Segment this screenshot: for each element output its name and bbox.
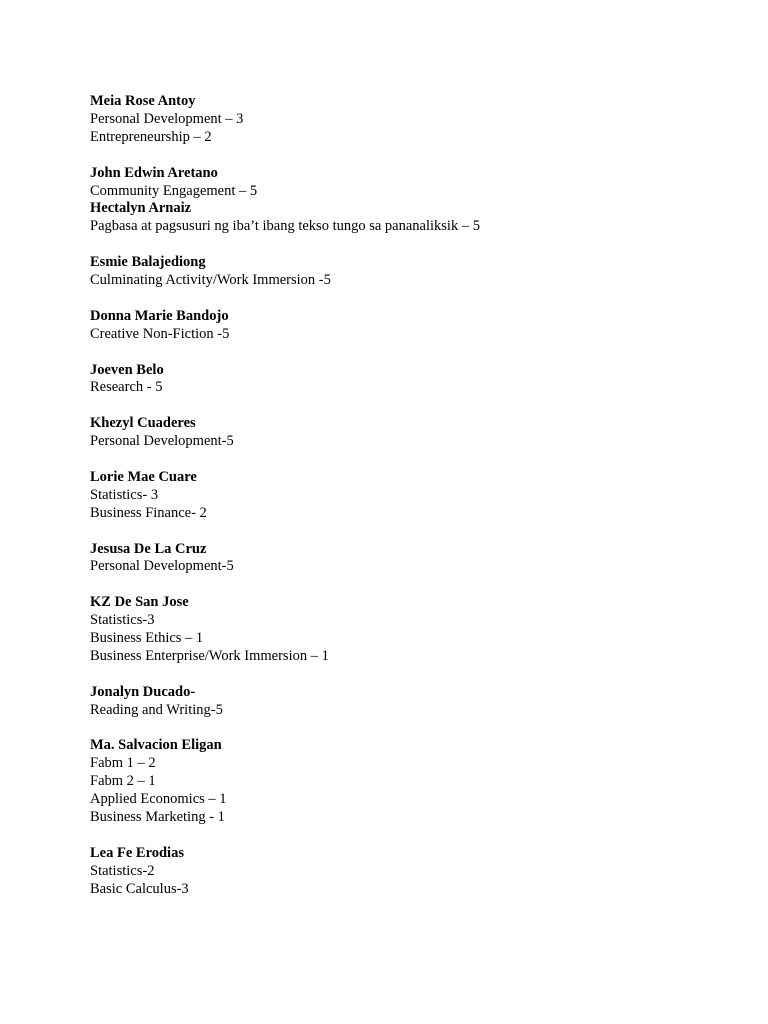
teacher-entry — [90, 415, 730, 451]
subject-load-line: Community Engagement – 5 — [90, 182, 258, 199]
teacher-name: Khezyl Cuaderes — [90, 415, 196, 432]
teacher-name: Ma. Salvacion Eligan — [90, 737, 222, 754]
subject-load-line: Culminating Activity/Work Immersion -5 — [90, 272, 331, 289]
teacher-name: Jesusa De La Cruz — [90, 540, 207, 557]
subject-load-line: Basic Calculus-3 — [90, 880, 189, 897]
teacher-entry — [90, 541, 730, 577]
subject-load-line: Fabm 2 – 1 — [90, 773, 156, 790]
teacher-name: Lea Fe Erodias — [90, 844, 184, 861]
teacher-entry — [90, 469, 730, 523]
subject-load-line: Personal Development-5 — [90, 433, 234, 450]
subject-load-line: Reading and Writing-5 — [90, 701, 223, 718]
teacher-entry — [90, 165, 730, 201]
teacher-entry — [90, 308, 730, 344]
subject-load-line: Personal Development-5 — [90, 558, 234, 575]
teacher-name: Esmie Balajediong — [90, 254, 206, 271]
subject-load-line: Statistics-3 — [90, 612, 155, 629]
teacher-entry — [90, 93, 730, 147]
subject-load-line: Fabm 1 – 2 — [90, 755, 156, 772]
teacher-entry — [90, 737, 730, 827]
subject-load-line: Statistics-2 — [90, 862, 155, 879]
teacher-entry — [90, 362, 730, 398]
teacher-entry — [90, 845, 730, 899]
teacher-load-list — [90, 93, 730, 917]
teacher-entry — [90, 594, 730, 666]
teacher-name: John Edwin Aretano — [90, 164, 218, 181]
subject-load-line: Statistics- 3 — [90, 486, 159, 503]
teacher-name: Donna Marie Bandojo — [90, 307, 229, 324]
subject-load-line: Applied Economics – 1 — [90, 791, 227, 808]
teacher-entry — [90, 200, 730, 236]
teacher-entry — [90, 684, 730, 720]
subject-load-line: Research - 5 — [90, 379, 163, 396]
teacher-name: Lorie Mae Cuare — [90, 468, 197, 485]
teacher-entry — [90, 254, 730, 290]
subject-load-line: Pagbasa at pagsusuri ng iba’t ibang tekso tungo sa pananaliksik – 5 — [90, 218, 480, 235]
teacher-name: Meia Rose Antoy — [90, 93, 196, 109]
teacher-name: KZ De San Jose — [90, 594, 189, 611]
subject-load-line: Personal Development – 3 — [90, 110, 244, 127]
subject-load-line: Business Ethics – 1 — [90, 630, 204, 647]
subject-load-line: Entrepreneurship – 2 — [90, 128, 212, 145]
subject-load-line: Business Finance- 2 — [90, 504, 207, 521]
teacher-name: Jonalyn Ducado- — [90, 683, 196, 700]
teacher-name: Joeven Belo — [90, 361, 164, 378]
teacher-name: Hectalyn Arnaiz — [90, 200, 192, 217]
subject-load-line: Business Marketing - 1 — [90, 809, 225, 826]
subject-load-line: Business Enterprise/Work Immersion – 1 — [90, 647, 329, 664]
subject-load-line: Creative Non-Fiction -5 — [90, 325, 230, 342]
